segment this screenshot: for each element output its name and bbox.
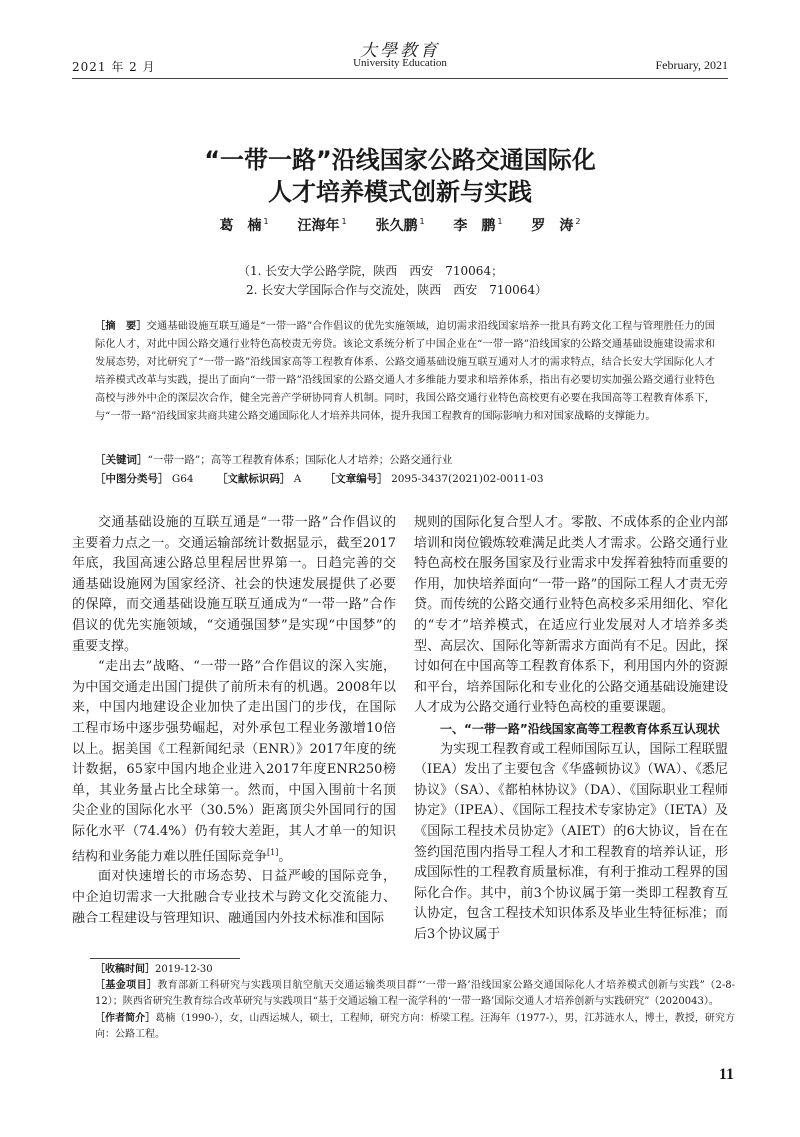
issue-date-cn: 2021 年 2 月 (72, 60, 156, 74)
doc-code-value: A (293, 473, 302, 485)
author-bio: ［作者简介］葛楠（1990-），女，山西运城人，硕士，工程师，研究方向：桥梁工程。汪海年（1977-），男，江苏涟水人，博士，教授，研究方向：公路工程。 (95, 1012, 735, 1040)
article-title-line1: “一带一路”沿线国家公路交通国际化 (204, 146, 596, 174)
abstract-text: 交通基础设施互联互通是“一带一路”合作倡议的优先实施领域，迫切需求沿线国家培养一批具有跨文化工程与管理胜任力的国际化人才，对此中国公路交通行业特色高校责无旁贷。该论文系统分析了中国企业在“一带一路”沿线国家的公路交通基础设施建设需求和发展态势，对比研究了“一带一路”沿线国家高等工程教育体系、公路交通基础设施互联互通对人才的需求特点，结合长安大学国际化人才培养模式改革与实践，提出了面向“一带一路”沿线国家的公路交通人才多维能力要求和培养体系，指出有必要切实加强公路交通行业特色高校与涉外中企的深层次合作，健全完善产学研协同育人机制。同时，我国公路交通行业特色高校更有必要在我国高等工程教育体系下，与“一带一路”沿线国家共商共建公路交通国际化人才培养共同体，提升我国工程教育的国际影响力和对国家战略的支撑能力。 (95, 321, 715, 422)
received-date: ［收稿时间］2019-12-30 (95, 964, 213, 975)
keywords-text: “一带一路”；高等工程教育体系；国际化人才培养；公路交通行业 (147, 454, 453, 466)
keywords-label: ［关键词］ (95, 454, 148, 466)
classification-line (95, 470, 564, 488)
author: 汪海年 $^1$ (297, 217, 347, 234)
abstract-label: ［摘 要］ (95, 321, 147, 332)
paragraph: “走出去”战略、“一带一路”合作倡议的深入实施，为中国交通走出国门提供了前所未有的机遇。2008年以来，中国内地建设企业加快了走出国门的步伐，在国际工程市场中逐步强势崛起，对外承包工程业务激增10倍以上。据美国《工程新闻纪录（ENR）》2017年度的统计数据，65家中国内地企业进入2017年度ENR250榜单，其业务量占比全球第一。然而，中国入围前十名顶尖企业的国际化水平（30.5%）距离顶尖外国同行的国际化水平（74.4%）仍有较大差距，其人才单一的知识结构和业务能力难以胜任国际竞争[1]。 (72, 659, 396, 864)
affiliation-2: 2. 长安大学国际合作与交流处，陕西 西安 710064） (246, 283, 548, 297)
author: 罗 涛 $^2$ (531, 217, 581, 234)
body-column-right (414, 513, 728, 945)
paragraph: 面对快速增长的市场态势、日益严峻的国际竞争，中企迫切需求一大批融合专业技术与跨文化交流能力、融合工程建设与管理知识、融通国内外技术标准和国际 (72, 869, 396, 926)
paragraph: 为实现工程教育或工程师国际互认，国际工程联盟（IEA）发出了主要包含《华盛顿协议》（WA）、《悉尼协议》（SA）、《都柏林协议》（DA）、《国际职业工程师协定》（IPEA）、《国际工程技术专家协定》（IETA）及《国际工程技术员协定》（AIET）的6大协议，旨在在签约国范围内指导工程人才和工程教育的培养认证，形成国际性的工程教育质量标准，有利于推动工程界的国际化合作。其中，前3个协议属于第一类即工程教育互认协定，包含工程技术知识体系及毕业生特征标准；而后3个协议属于 (414, 741, 728, 942)
abstract (95, 318, 715, 426)
doc-code-label: ［文献标识码］ (216, 473, 291, 485)
section-heading: 一、“一带一路”沿线国家高等工程教育体系互认现状 (440, 721, 720, 736)
footnote-rule (90, 958, 240, 959)
clc-value: G64 (171, 473, 194, 485)
page-number: 11 (718, 1066, 734, 1083)
body-column-left (72, 513, 396, 929)
keywords (95, 451, 452, 469)
footnotes (95, 962, 735, 1043)
issue-date-en: February, 2021 (655, 58, 728, 72)
header-rule (72, 78, 728, 79)
paragraph: 交通基础设施的互联互通是“一带一路”合作倡议的主要着力点之一。交通运输部统计数据显示，截至2017年底，我国高速公路总里程居世界第一。日趋完善的交通基础设施网为国家经济、社会的快速发展提供了必要的保障，而交通基础设施互联互通成为“一带一路”合作倡议的优先实施领域，“交通强国梦”是实现“中国梦”的重要支撑。 (72, 515, 396, 654)
affiliation-1: （1. 长安大学公路学院，陕西 西安 710064； (238, 264, 504, 278)
article-no-value: 2095-3437(2021)02-0011-03 (391, 473, 544, 485)
journal-name-en: University Education (353, 57, 447, 69)
author: 葛 楠 $^1$ (219, 217, 269, 234)
journal-logo: 大學教育 (360, 41, 440, 61)
clc-label: ［中图分类号］ (95, 473, 169, 485)
article-no-label: ［文章编号］ (324, 473, 388, 485)
article-title-line2: 人才培养模式创新与实践 (268, 178, 532, 206)
author: 张久鹏 $^1$ (375, 217, 425, 234)
citation-ref[interactable]: [1] (267, 847, 279, 857)
author-list (0, 215, 800, 235)
paragraph: 规则的国际化复合型人才。零散、不成体系的企业内部培训和岗位锻炼较难满足此类人才需求。公路交通行业特色高校在服务国家及行业需求中发挥着独特而重要的作用，加快培养面向“一带一路”的国际工程人才责无旁贷。而传统的公路交通行业特色高校多采用细化、窄化的“专才”培养模式，在适应行业发展对人才培养多类型、高层次、国际化等新需求方面尚有不足。因此，探讨如何在中国高等工程教育体系下，利用国内外的资源和平台，培养国际化和专业化的公路交通基础设施建设人才成为公路交通行业特色高校的重要课题。 (414, 515, 728, 716)
fund-project: ［基金项目］教育部新工科研究与实践项目航空航天交通运输类项目群“‘一带一路’沿线国家公路交通国际化人才培养模式创新与实践”（2-8-12）；陕西省研究生教育综合改革研究与实践项目“基于交通运输工程一流学科的‘一带一路’国际交通人才培养创新与实践研究”（2020043）。 (95, 980, 735, 1008)
author: 李 鹏 $^1$ (453, 217, 503, 234)
